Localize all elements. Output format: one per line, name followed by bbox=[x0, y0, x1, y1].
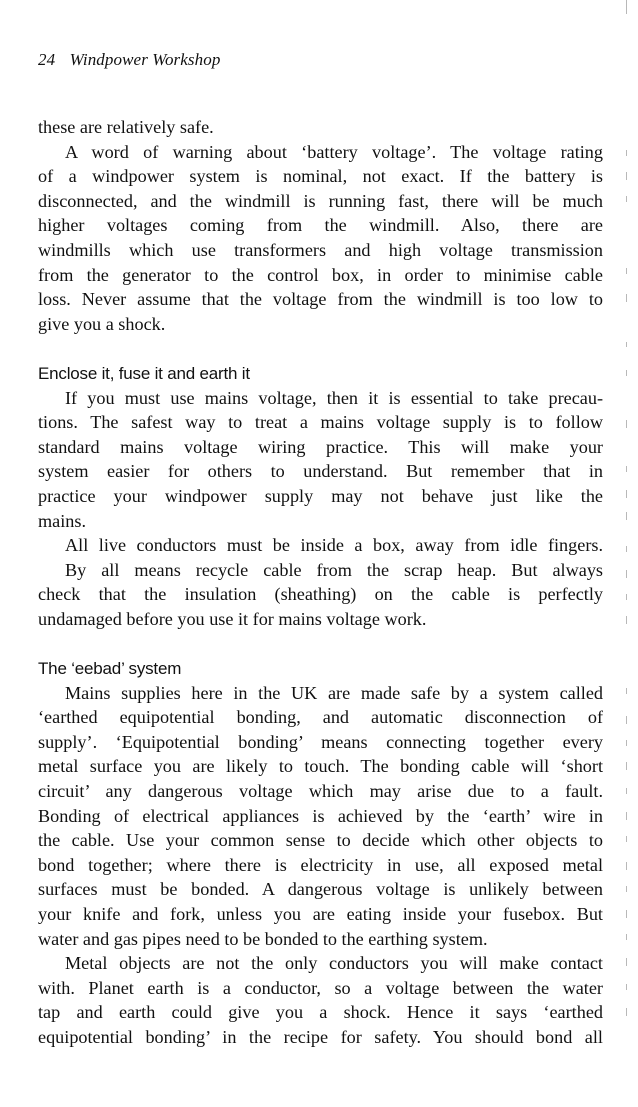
scan-mark bbox=[626, 740, 627, 746]
text-line: disconnected, and the windmill is running fast, there will be much bbox=[38, 190, 603, 211]
text-line: circuit’ any dangerous voltage which may arise due to a fault. bbox=[38, 781, 603, 802]
text-line: undamaged before you use it for mains voltage work. bbox=[38, 608, 427, 629]
text-line: system easier for others to understand. But remember that in bbox=[38, 461, 603, 482]
page-number: 24 bbox=[38, 50, 56, 69]
scan-mark bbox=[626, 172, 627, 180]
text-line: check that the insulation (sheathing) on the cable is perfectly bbox=[38, 584, 603, 605]
section-heading: Enclose it, fuse it and earth it bbox=[38, 363, 250, 383]
scan-mark bbox=[626, 512, 627, 520]
scan-mark bbox=[626, 546, 627, 552]
text-line: ‘earthed equipotential bonding, and automatic disconnection of bbox=[38, 707, 603, 728]
text-line: supply’. ‘Equipotential bonding’ means connecting together every bbox=[38, 731, 603, 752]
text-line: your knife and fork, unless you are eating inside your fusebox. But bbox=[38, 904, 603, 924]
running-title: Windpower Workshop bbox=[69, 50, 221, 69]
scan-mark bbox=[626, 0, 627, 14]
section-gap bbox=[38, 631, 603, 656]
scan-mark bbox=[626, 788, 627, 794]
text-line: with. Planet earth is a conductor, so a voltage between the water bbox=[38, 977, 603, 998]
scan-mark bbox=[626, 594, 627, 600]
scan-mark bbox=[626, 268, 627, 274]
text-line: A word of warning about ‘battery voltage’. The voltage rating bbox=[65, 141, 603, 162]
section-gap bbox=[38, 336, 603, 361]
text-line: If you must use mains voltage, then it is essential to take precau- bbox=[65, 387, 603, 408]
text-line: surfaces must be bonded. A dangerous voltage is unlikely between bbox=[38, 879, 603, 900]
text-line: equipotential bonding’ in the recipe for safety. You should bond all bbox=[38, 1026, 603, 1047]
text-line: windmills which use transformers and high voltage transmission bbox=[38, 239, 603, 260]
text-line: tions. The safest way to treat a mains voltage supply is to follow bbox=[38, 412, 603, 433]
scan-mark bbox=[626, 370, 627, 376]
scan-mark bbox=[626, 570, 627, 578]
scan-mark bbox=[626, 342, 627, 347]
text-line: from the generator to the control box, in order to minimise cable bbox=[38, 264, 603, 285]
text-line: By all means recycle cable from the scrap heap. But always bbox=[65, 559, 603, 580]
scan-mark bbox=[626, 294, 627, 302]
text-line: these are relatively safe. bbox=[38, 117, 214, 137]
scan-mark bbox=[626, 762, 627, 770]
text-line: of a windpower system is nominal, not exact. If the battery is bbox=[38, 166, 603, 187]
scan-mark bbox=[626, 910, 627, 918]
running-header bbox=[38, 50, 220, 70]
scan-mark bbox=[626, 886, 627, 892]
scan-mark bbox=[626, 984, 627, 990]
scan-mark bbox=[626, 616, 627, 624]
scan-mark bbox=[626, 466, 627, 472]
text-line: tap and earth could give you a shock. Hence it says ‘earthed bbox=[38, 1002, 603, 1023]
text-line: water and gas pipes need to be bonded to the earthing system. bbox=[38, 928, 488, 949]
text-line: the cable. Use your common sense to decide which other objects to bbox=[38, 830, 603, 851]
scan-mark bbox=[626, 958, 627, 966]
text-line: bond together; where there is electricity in use, all exposed metal bbox=[38, 854, 603, 875]
text-line: standard mains voltage wiring practice. This will make your bbox=[38, 436, 603, 457]
text-line: loss. Never assume that the voltage from the windmill is too low to bbox=[38, 289, 603, 310]
text-line: mains. bbox=[38, 510, 86, 531]
text-line: give you a shock. bbox=[38, 313, 166, 334]
scan-mark bbox=[626, 716, 627, 724]
scan-mark bbox=[626, 196, 627, 202]
scan-mark bbox=[626, 812, 627, 820]
scan-edge-marks bbox=[622, 0, 638, 1107]
section-heading: The ‘eebad’ system bbox=[38, 659, 182, 679]
text-line: metal surface you are likely to touch. The bonding cable will ‘short bbox=[38, 756, 603, 777]
scan-mark bbox=[626, 420, 627, 428]
body-text bbox=[38, 115, 603, 1050]
scan-mark bbox=[626, 688, 627, 694]
scan-mark bbox=[626, 150, 627, 156]
scan-mark bbox=[626, 1008, 627, 1016]
text-line: All live conductors must be inside a box, away from idle fingers. bbox=[65, 535, 603, 556]
scan-mark bbox=[626, 490, 627, 498]
scan-mark bbox=[626, 836, 627, 842]
scan-mark bbox=[626, 934, 627, 940]
text-line: higher voltages coming from the windmill. Also, there are bbox=[38, 215, 603, 236]
scan-mark bbox=[626, 862, 627, 870]
text-line: Bonding of electrical appliances is achieved by the ‘earth’ wire in bbox=[38, 805, 603, 826]
text-line: practice your windpower supply may not behave just like the bbox=[38, 485, 603, 506]
text-line: Mains supplies here in the UK are made safe by a system called bbox=[65, 682, 603, 703]
text-line: Metal objects are not the only conductors you will make contact bbox=[65, 953, 603, 974]
